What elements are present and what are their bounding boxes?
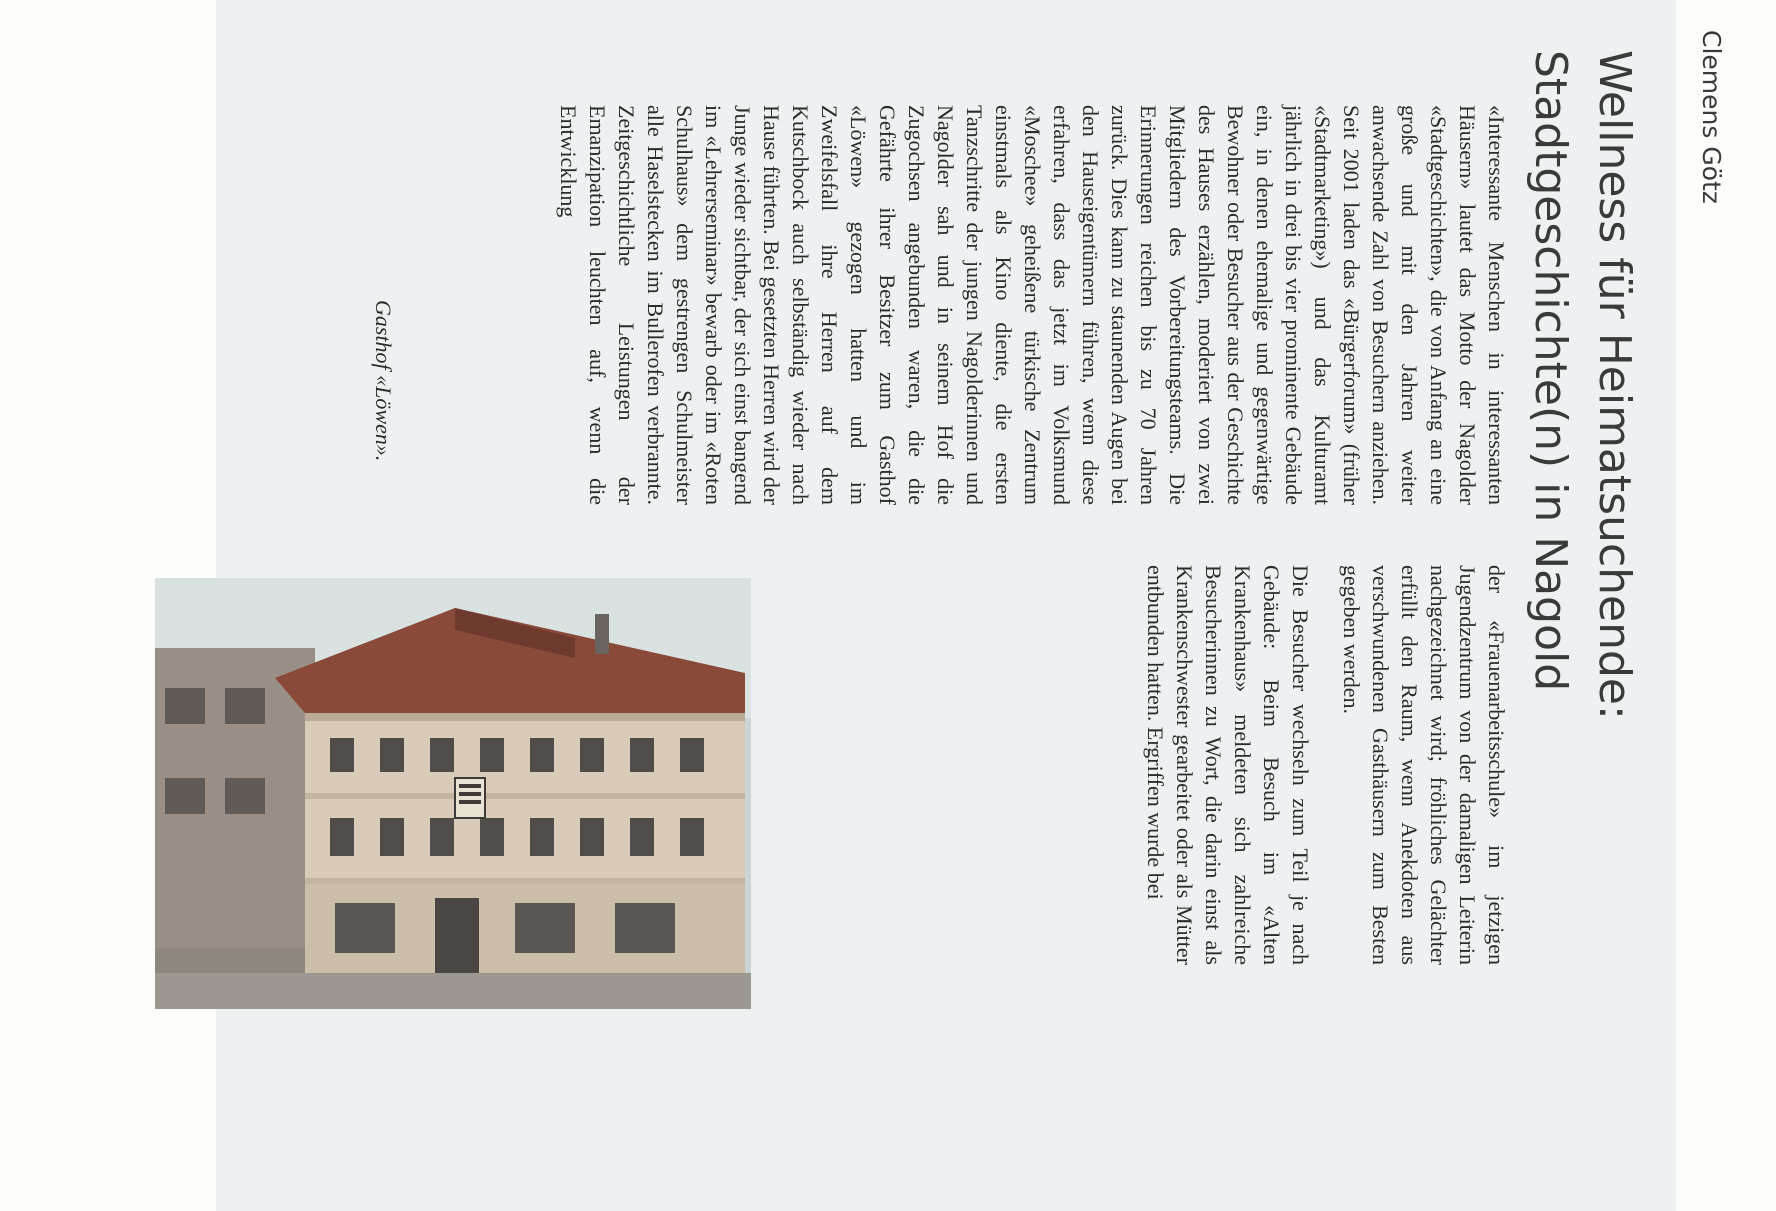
text-column-2 [1131,565,1511,965]
column-2-paragraph-1: der «Frauenarbeitsschule» im jetzigen Jugendzentrum von der damaligen Leiterin nachgezeichnet wird; fröhliches Gelächter erfüllt den Raum, wenn Anekdoten aus verschwundenen Gasthäusern zum Besten gegeben werden. [1339,565,1509,965]
author-name: Clemens Götz [1697,30,1726,204]
gasthof-loewen-photo [155,578,751,1009]
column-1-paragraph: «Interessante Menschen in interessanten Häusern» lautet das Motto der Nagolder «Stadtgeschichten», die von Anfang an eine große und mit den Jahren weiter anwachsende Zahl von Besuchern anziehen. Seit 2001 laden das «Bürgerforum» (früher «Stadtmarketing») und das Kulturamt jährlich in drei bis vier prominente Gebäude ein, in denen ehemalige und gegenwärtige Bewohner oder Besucher aus der Geschichte des Hauses erzählen, moderiert von zwei Mitgliedern des Vorbereitungsteams. Die Erinnerungen reichen bis zu 70 Jahren zurück. Dies kann zu staunenden Augen bei den Hauseigentümern führen, wenn diese erfahren, dass das jetzt im Volksmund «Moschee» geheißene türkische Zentrum einstmals als Kino diente, die ersten Tanzschritte der jungen Nagolderinnen und Nagolder sah und in seinem Hof die Zugochsen angebunden waren, die die Gefährte ihrer Besitzer zum Gasthof «Löwen» gezogen hatten und im Zweifelsfall ihre Herren auf dem Kutschbock auch selbständig wieder nach Hause führten. Bei gesetzten Herren wird der Junge wieder sichtbar, der sich einst bangend im «Lehrerseminar» bewarb oder im «Roten Schulhaus» dem gestrengen Schulmeister alle Haselstecken im Bullerofen verbrannte. Zeitgeschichtliche Leistungen der Emanzipation leuchten auf, wenn die Entwicklung [556,105,1509,505]
photo-caption: Gasthof «Löwen». [371,300,396,462]
title-line-1: Wellness für Heimatsuchende: [1589,50,1640,720]
title-line-2: Stadtgeschichte(n) in Nagold [1525,50,1576,692]
text-column-1 [501,105,1511,505]
article-title [1518,50,1646,1100]
column-2-paragraph-2: Die Besucher wechseln zum Teil je nach Gebäude: Beim Besuch im «Alten Krankenhaus» meldeten sich zahlreiche Besucherinnen zu Wort, die darin einst als Krankenschwester gearbeitet oder als Mütter entbunden hatten. Ergriffen wurde bei [1143,565,1313,965]
